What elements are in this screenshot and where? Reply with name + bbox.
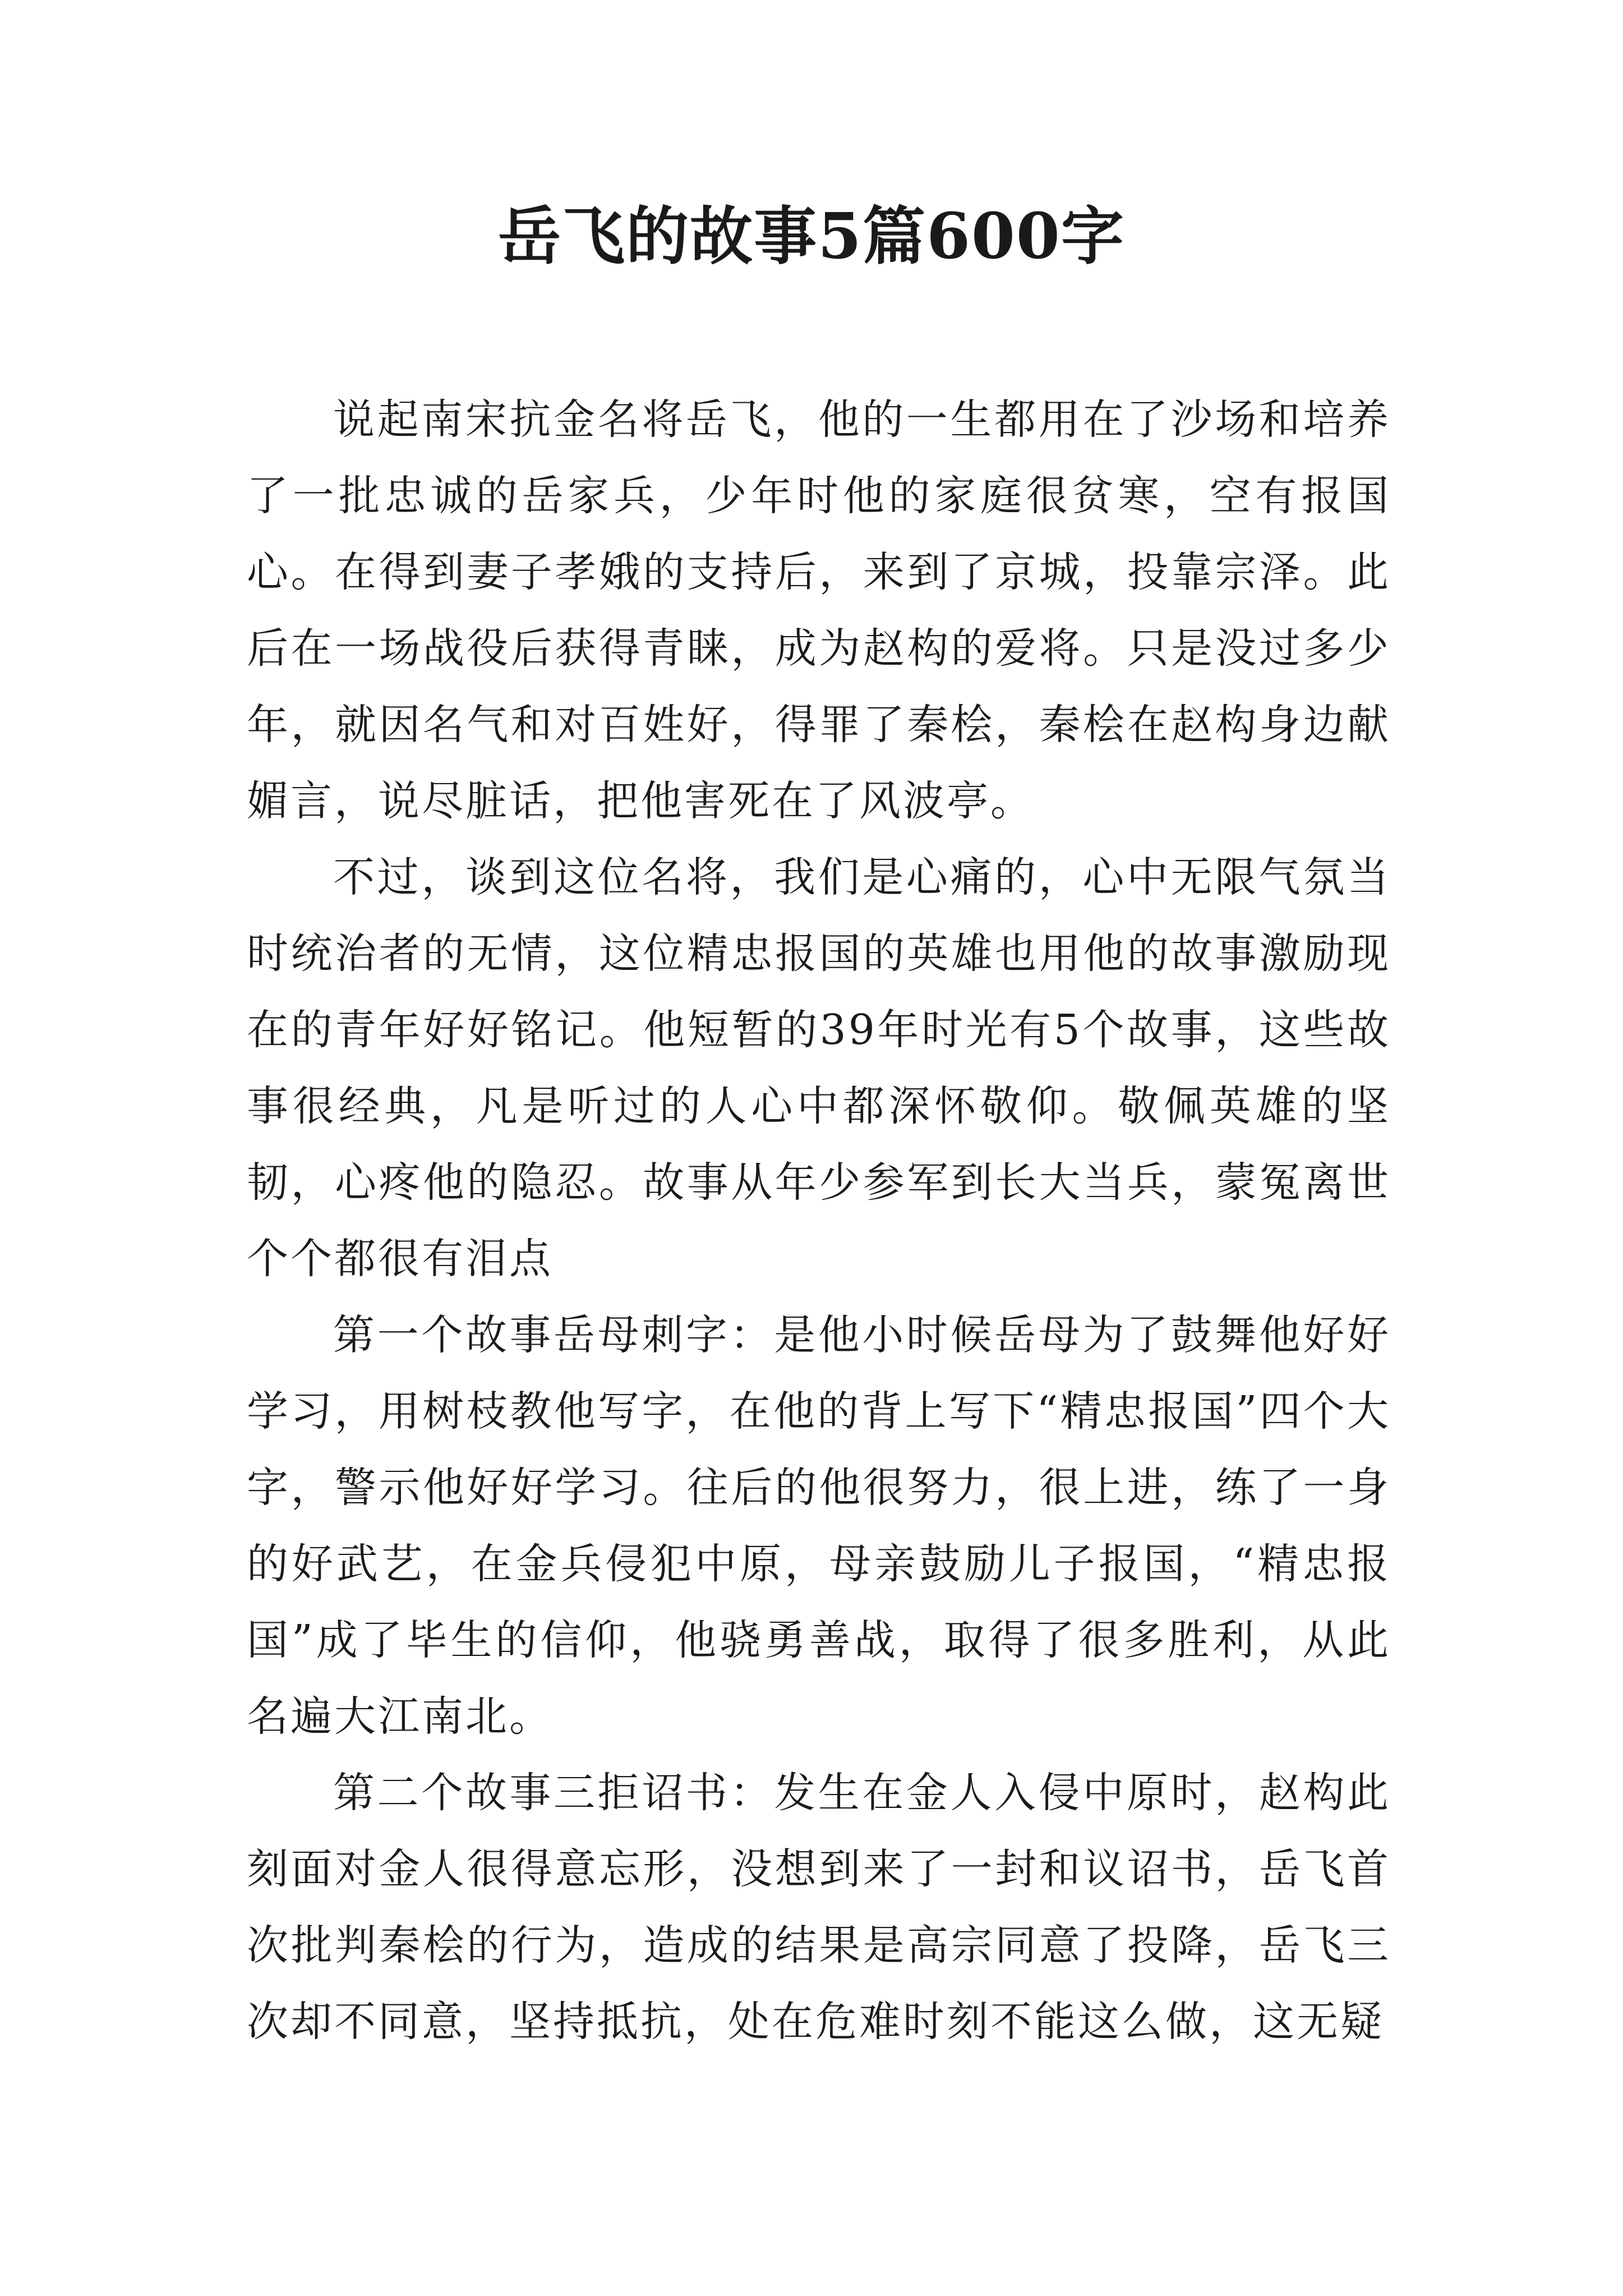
paragraph-1: 说起南宋抗金名将岳飞，他的一生都用在了沙场和培养了一批忠诚的岳家兵，少年时他的家庭很贫寒，空有报国心。在得到妻子孝娥的支持后，来到了京城，投靠宗泽。此后在一场战役后获得青睐，成为赵构的爱将。只是没过多少年，就因名气和对百姓好，得罪了秦桧，秦桧在赵构身边献媚言，说尽脏话，把他害死在了风波亭。: [247, 395, 1391, 825]
document-body: [247, 381, 1391, 2060]
paragraph-3: 第一个故事岳母刺字：是他小时候岳母为了鼓舞他好好学习，用树枝教他写字，在他的背上写下“精忠报国”四个大字，警示他好好学习。往后的他很努力，很上进，练了一身的好武艺，在金兵侵犯中原，母亲鼓励儿子报国，“精忠报国”成了毕生的信仰，他骁勇善战，取得了很多胜利，从此名遍大江南北。: [247, 1311, 1391, 1741]
paragraph-2: 不过，谈到这位名将，我们是心痛的，心中无限气氛当时统治者的无情，这位精忠报国的英雄也用他的故事激励现在的青年好好铭记。他短暂的39年时光有5个故事，这些故事很经典，凡是听过的人心中都深怀敬仰。敬佩英雄的坚韧，心疼他的隐忍。故事从年少参军到长大当兵，蒙冤离世个个都很有泪点: [247, 853, 1391, 1283]
document-title: 岳飞的故事5篇600字: [498, 200, 1125, 273]
paragraph-4: 第二个故事三拒诏书：发生在金人入侵中原时，赵构此刻面对金人很得意忘形，没想到来了一封和议诏书，岳飞首次批判秦桧的行为，造成的结果是高宗同意了投降，岳飞三次却不同意，坚持抵抗，处在危难时刻不能这么做，这无疑: [247, 1769, 1391, 2046]
